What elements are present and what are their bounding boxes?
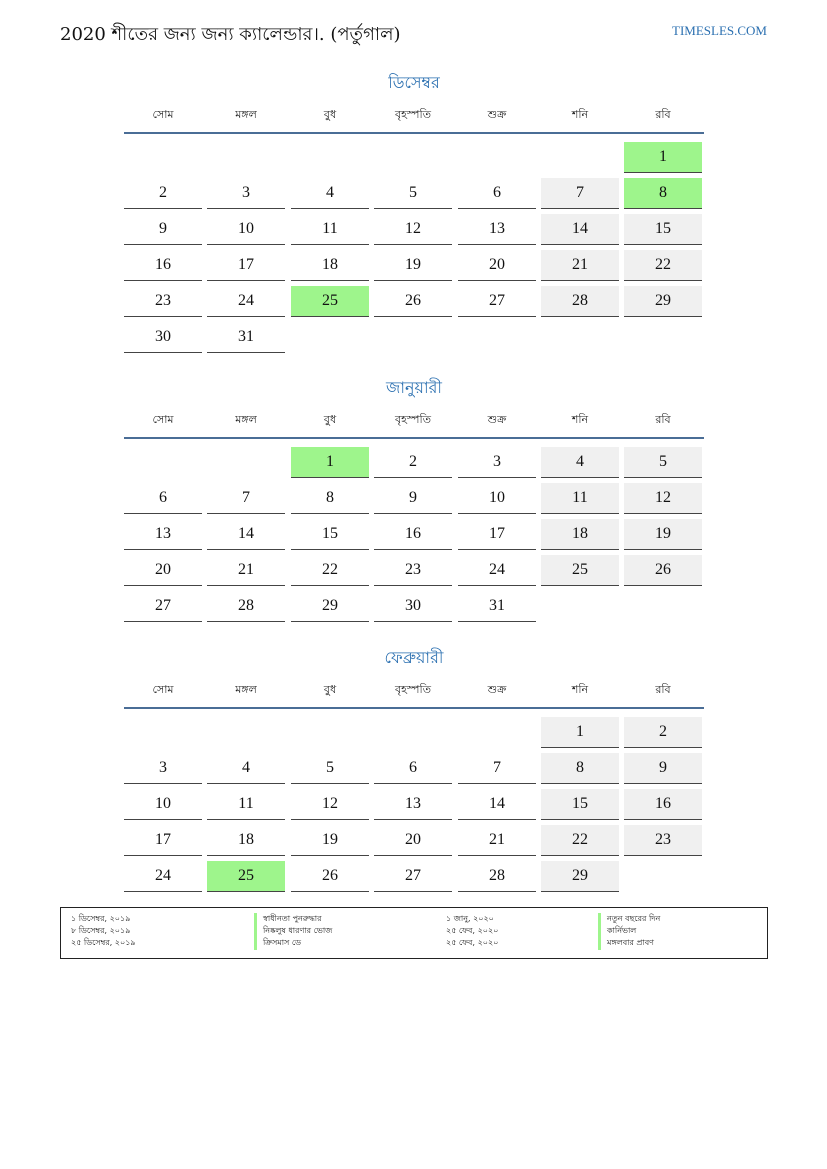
day-cell: 22 [624,250,702,281]
day-cell: 15 [291,519,369,550]
weekday-label: শুক্র [487,413,507,426]
day-cell: 24 [124,861,202,892]
day-cell: 13 [374,789,452,820]
day-cell: 14 [541,214,619,245]
weekday-label: মঙ্গল [235,683,257,696]
day-cell: 29 [541,861,619,892]
page-title: 2020 শীতের জন্য জন্য ক্যালেন্ডার।. (পর্তুগাল) [60,24,401,45]
weekday-label: রবি [655,413,671,426]
day-cell: 4 [541,447,619,478]
holiday-legend [60,907,768,959]
day-cell: 4 [207,753,285,784]
legend-holiday-name: কার্নিভাল [598,925,636,938]
day-cell: 16 [124,250,202,281]
day-cell: 10 [458,483,536,514]
weekday-label: রবি [655,108,671,121]
day-cell: 7 [207,483,285,514]
day-cell: 2 [374,447,452,478]
weekday-label: বুধ [323,683,337,696]
day-cell: 18 [291,250,369,281]
weekday-label: মঙ্গল [235,413,257,426]
day-cell: 19 [291,825,369,856]
legend-date: ২৫ ফেব, ২০২০ [446,938,499,947]
legend-date: ৮ ডিসেম্বর, ২০১৯ [71,926,131,935]
day-cell: 19 [624,519,702,550]
weekday-header-row [124,411,704,431]
legend-holiday-name: ক্রিসমাস ডে [254,937,301,950]
day-cell: 10 [207,214,285,245]
weekday-label: সোম [152,108,174,121]
weekday-label: শনি [571,683,589,696]
weekday-label: বৃহস্পতি [395,683,431,696]
day-cell: 27 [374,861,452,892]
legend-date: ২৫ ডিসেম্বর, ২০১৯ [71,938,136,947]
weekday-label: শনি [571,413,589,426]
day-cell: 7 [541,178,619,209]
month-title: জানুয়ারী [386,378,442,397]
weekday-label: বৃহস্পতি [395,108,431,121]
day-cell: 12 [291,789,369,820]
day-cell: 20 [458,250,536,281]
day-cell: 12 [374,214,452,245]
weekday-label: রবি [655,683,671,696]
day-cell: 1 [624,142,702,173]
day-cell: 14 [458,789,536,820]
day-cell: 28 [207,591,285,622]
weekday-label: শুক্র [487,683,507,696]
day-cell: 2 [624,717,702,748]
day-cell: 27 [124,591,202,622]
header-divider [124,437,704,439]
day-cell: 3 [207,178,285,209]
day-cell: 23 [624,825,702,856]
day-cell: 31 [458,591,536,622]
day-cell: 25 [291,286,369,317]
legend-date: ১ জানু, ২০২০ [446,914,494,923]
month-title: ডিসেম্বর [388,73,440,92]
weekday-label: বৃহস্পতি [395,413,431,426]
weekday-label: সোম [152,413,174,426]
legend-holiday-name: নিষ্কলুষ ধারণার ভোজ [254,925,332,938]
day-cell: 19 [374,250,452,281]
day-cell: 16 [374,519,452,550]
day-cell: 8 [291,483,369,514]
day-cell: 11 [291,214,369,245]
weekday-label: শুক্র [487,108,507,121]
weekday-label: বুধ [323,108,337,121]
weekday-header-row [124,681,704,701]
legend-holiday-name: নতুন বছরের দিন [598,913,660,926]
day-cell: 26 [291,861,369,892]
day-cell: 8 [624,178,702,209]
header-divider [124,132,704,134]
day-cell: 21 [458,825,536,856]
day-cell: 5 [291,753,369,784]
day-cell: 12 [624,483,702,514]
day-cell: 16 [624,789,702,820]
day-cell: 29 [291,591,369,622]
weekday-label: বুধ [323,413,337,426]
weekday-label: সোম [152,683,174,696]
day-cell: 18 [207,825,285,856]
day-cell: 3 [458,447,536,478]
day-cell: 14 [207,519,285,550]
month-title: ফেব্রুয়ারী [384,648,444,667]
day-cell: 8 [541,753,619,784]
page-header [60,18,767,48]
day-cell: 25 [541,555,619,586]
day-cell: 20 [124,555,202,586]
day-cell: 10 [124,789,202,820]
day-cell: 18 [541,519,619,550]
day-cell: 26 [374,286,452,317]
day-cell: 26 [624,555,702,586]
day-cell: 6 [124,483,202,514]
day-cell: 5 [374,178,452,209]
legend-holiday-name: মঙ্গলবার প্রাবণ [598,937,654,950]
day-cell: 2 [124,178,202,209]
day-cell: 29 [624,286,702,317]
day-cell: 23 [374,555,452,586]
day-cell: 30 [374,591,452,622]
day-cell: 6 [374,753,452,784]
weekday-header-row [124,106,704,126]
day-cell: 24 [207,286,285,317]
day-cell: 15 [624,214,702,245]
day-cell: 4 [291,178,369,209]
day-cell: 3 [124,753,202,784]
day-cell: 21 [207,555,285,586]
site-link[interactable]: TIMESLES.COM [672,23,767,38]
day-cell: 9 [624,753,702,784]
day-cell: 21 [541,250,619,281]
day-cell: 17 [207,250,285,281]
day-cell: 28 [458,861,536,892]
day-cell: 6 [458,178,536,209]
day-cell: 13 [124,519,202,550]
header-divider [124,707,704,709]
day-cell: 1 [541,717,619,748]
day-cell: 24 [458,555,536,586]
day-cell: 7 [458,753,536,784]
weekday-label: শনি [571,108,589,121]
day-cell: 11 [207,789,285,820]
day-cell: 25 [207,861,285,892]
legend-holiday-name: স্বাধীনতা পুনরুদ্ধার [254,913,322,926]
day-cell: 9 [374,483,452,514]
day-cell: 22 [291,555,369,586]
legend-date: ২৫ ফেব, ২০২০ [446,926,499,935]
day-cell: 17 [458,519,536,550]
day-cell: 31 [207,322,285,353]
day-cell: 9 [124,214,202,245]
day-cell: 11 [541,483,619,514]
day-cell: 27 [458,286,536,317]
day-cell: 15 [541,789,619,820]
weekday-label: মঙ্গল [235,108,257,121]
day-cell: 5 [624,447,702,478]
day-cell: 22 [541,825,619,856]
day-cell: 23 [124,286,202,317]
day-cell: 30 [124,322,202,353]
day-cell: 20 [374,825,452,856]
day-cell: 13 [458,214,536,245]
day-cell: 17 [124,825,202,856]
day-cell: 28 [541,286,619,317]
legend-date: ১ ডিসেম্বর, ২০১৯ [71,914,131,923]
day-cell: 1 [291,447,369,478]
